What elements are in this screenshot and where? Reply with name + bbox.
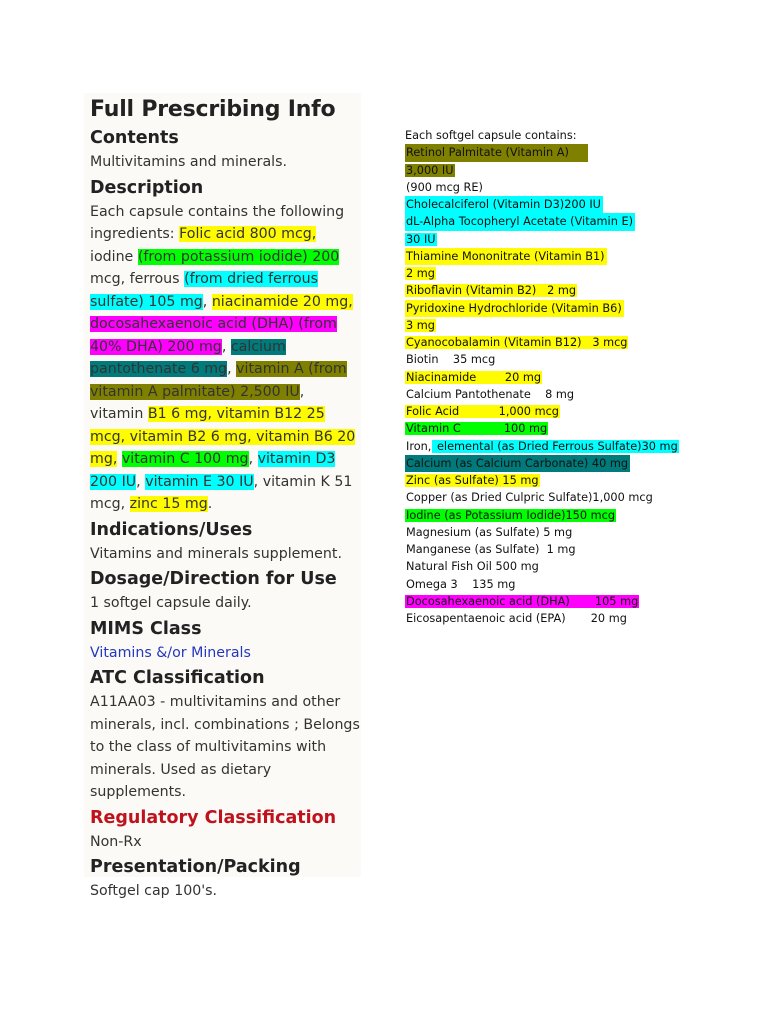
dosage-text: 1 softgel capsule daily. (90, 595, 252, 611)
ingredient-line (405, 403, 705, 420)
ingredient-text: Vitamin C 100 mg (406, 422, 548, 436)
page-title: Full Prescribing Info (90, 97, 336, 122)
ingredient-line (405, 179, 705, 196)
ingredient-text: Niacinamide 20 mg (406, 370, 542, 384)
description-text (90, 201, 361, 516)
ingredient-text: Retinol Palmitate (Vitamin A) (405, 144, 588, 161)
highlighted-ingredient: vitamin E 30 IU (145, 473, 254, 490)
description-fragment: , (202, 293, 212, 310)
description-fragment: Each capsule contains the following ingredients: (90, 203, 345, 242)
description-fragment: , vitamin K 51 mcg, (90, 473, 353, 512)
ingredient-text: Docosahexaenoic acid (DHA) 105 mg (406, 594, 639, 608)
presentation-heading: Presentation/Packing (90, 857, 301, 877)
ingredient-line (405, 593, 705, 610)
description-fragment: iodine (90, 248, 138, 265)
description-fragment: , (227, 361, 237, 377)
contents-heading: Contents (90, 128, 179, 148)
ingredient-text: Iron, (406, 439, 432, 453)
ingredient-text: Omega 3 135 mg (406, 577, 516, 591)
ingredient-line (405, 541, 705, 558)
indications-heading: Indications/Uses (90, 519, 253, 540)
description-fragment: mcg, ferrous (90, 271, 185, 287)
highlighted-ingredient: B1 6 mg, vitamin B12 25 mcg, vitamin B2 6 mg, vitamin B6 20 mg, (90, 406, 356, 467)
atc-text: A11AA03 - multivitamins and other minerals, incl. combinations ; Belongs to the class of multivitamins with minerals. Used as dietary supplements. (90, 694, 360, 800)
ingredient-text: 2 mg (406, 267, 435, 280)
ingredient-text: (900 mcg RE) (406, 180, 483, 194)
ingredient-line (405, 351, 705, 368)
prescribing-info-panel (84, 93, 361, 899)
highlighted-ingredient: vitamin D3 200 IU (90, 451, 336, 490)
ingredient-text-highlight: elemental (as Dried Ferrous Sulfate)30 mg (433, 439, 678, 453)
ingredient-text: Biotin 35 mcg (406, 353, 496, 367)
highlighted-ingredient: docosahexaenoic acid (DHA) (from 40% DHA) 200 mg (90, 316, 337, 355)
ingredient-text: Calcium (as Calcium Carbonate) 40 mg (405, 455, 630, 472)
ingredient-line (405, 472, 705, 489)
description-heading: Description (90, 177, 204, 198)
capsule-contents-list (405, 127, 705, 627)
ingredient-line (405, 610, 705, 627)
ingredient-line (405, 248, 705, 265)
highlighted-ingredient: vitamin A (from vitamin A palmitate) 2,500 IU (90, 361, 347, 400)
ingredient-line (405, 231, 705, 248)
ingredient-line (405, 576, 705, 593)
indications-text: Vitamins and minerals supplement. (90, 545, 342, 562)
ingredient-line (405, 507, 705, 524)
highlighted-ingredient: vitamin C 100 mg (121, 451, 249, 467)
dosage-heading: Dosage/Direction for Use (90, 569, 337, 589)
contents-text: Multivitamins and minerals. (90, 154, 287, 170)
ingredient-line (405, 524, 705, 541)
ingredient-text: Thiamine Mononitrate (Vitamin B1) (405, 248, 607, 265)
ingredient-text: Copper (as Dried Culpric Sulfate)1,000 mcg (406, 491, 653, 505)
regulatory-text: Non-Rx (90, 833, 142, 850)
ingredient-line (405, 265, 705, 282)
description-fragment: , vitamin (90, 383, 305, 422)
ingredient-line (405, 334, 705, 351)
description-fragment: , (248, 451, 258, 467)
ingredient-text: Magnesium (as Sulfate) 5 mg (406, 525, 573, 539)
ingredient-line (405, 438, 705, 455)
ingredient-line (405, 386, 705, 403)
ingredient-text: Natural Fish Oil 500 mg (406, 560, 539, 574)
regulatory-heading: Regulatory Classification (90, 807, 337, 828)
mims-class-heading: MIMS Class (90, 618, 202, 639)
description-fragment: , (136, 473, 146, 490)
ingredient-line (405, 317, 705, 334)
ingredient-line (405, 369, 705, 386)
ingredient-line (405, 144, 705, 161)
contents-list-header: Each softgel capsule contains: (405, 129, 577, 142)
ingredient-text: 3,000 IU (406, 163, 454, 177)
presentation-text: Softgel cap 100's. (90, 883, 218, 899)
ingredient-line (405, 489, 705, 506)
highlighted-ingredient: niacinamide 20 mg, (211, 293, 353, 310)
ingredient-line (405, 282, 705, 299)
ingredient-text: Cyanocobalamin (Vitamin B12) 3 mcg (406, 336, 628, 349)
ingredient-line (405, 196, 705, 213)
ingredient-text: Calcium Pantothenate 8 mg (406, 387, 575, 401)
ingredient-line (405, 213, 705, 230)
highlighted-ingredient: (from dried ferrous sulfate) 105 mg (90, 271, 319, 310)
highlighted-ingredient: Folic acid 800 mcg, (179, 226, 317, 242)
ingredient-line (405, 455, 705, 472)
ingredient-text: 3 mg (406, 318, 435, 332)
mims-class-link[interactable]: Vitamins &/or Minerals (90, 644, 251, 661)
description-fragment: , (221, 338, 231, 355)
ingredient-text: Riboflavin (Vitamin B2) 2 mg (406, 284, 577, 298)
highlighted-ingredient: zinc 15 mg (129, 496, 208, 512)
ingredient-line (405, 558, 705, 575)
ingredient-text: Iodine (as Potassium Iodide)150 mcg (406, 508, 616, 522)
ingredient-text: 30 IU (406, 232, 436, 246)
ingredient-text: Cholecalciferol (Vitamin D3)200 IU (405, 196, 603, 213)
ingredient-text: Zinc (as Sulfate) 15 mg (406, 474, 539, 487)
ingredient-line (405, 420, 705, 437)
ingredient-text: Manganese (as Sulfate) 1 mg (406, 543, 576, 556)
highlighted-ingredient: (from potassium iodide) 200 (137, 248, 340, 265)
highlighted-ingredient: calcium pantothenate 6 mg (90, 338, 286, 377)
description-fragment: . (207, 496, 213, 512)
ingredient-text: Pyridoxine Hydrochloride (Vitamin B6) (405, 300, 624, 317)
ingredient-line (405, 162, 705, 179)
ingredient-text: Eicosapentaenoic acid (EPA) 20 mg (406, 612, 627, 625)
ingredient-text: dL-Alpha Tocopheryl Acetate (Vitamin E) (405, 213, 635, 230)
ingredient-line (405, 300, 705, 317)
atc-heading: ATC Classification (90, 668, 265, 688)
ingredient-text: Folic Acid 1,000 mcg (406, 405, 559, 418)
